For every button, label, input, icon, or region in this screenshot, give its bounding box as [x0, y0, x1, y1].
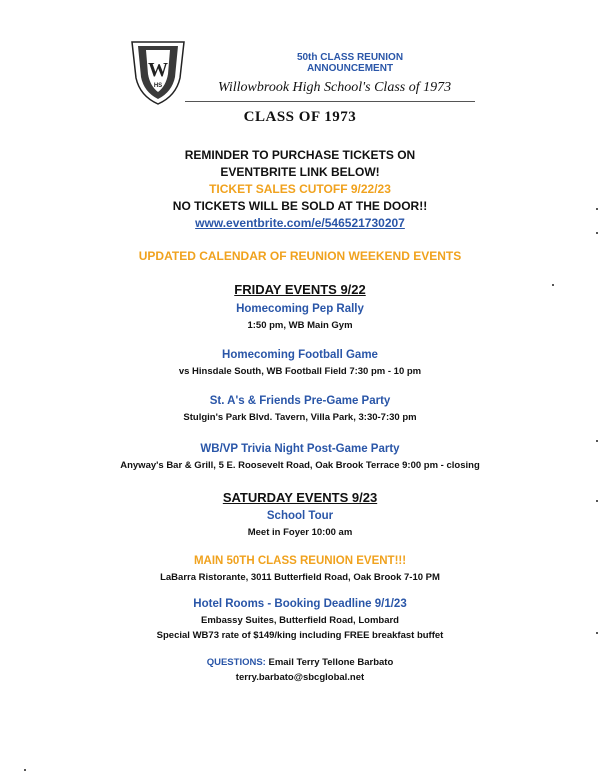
event-detail: LaBarra Ristorante, 3011 Butterfield Road, Oak Brook 7-10 PM — [160, 572, 440, 583]
school-logo — [128, 38, 188, 106]
no-door-sales: NO TICKETS WILL BE SOLD AT THE DOOR!! — [172, 199, 428, 213]
scan-speck — [596, 208, 598, 210]
scan-speck — [596, 440, 598, 442]
school-subtitle: Willowbrook High School's Class of 1973 — [218, 80, 452, 95]
questions-label: QUESTIONS: — [206, 657, 266, 668]
event-detail: Special WB73 rate of $149/king including FREE breakfast buffet — [156, 630, 444, 641]
questions-text: Email Terry Tellone Barbato — [268, 657, 394, 668]
header-divider — [185, 101, 475, 102]
reminder-block — [0, 147, 600, 232]
event-detail: Embassy Suites, Butterfield Road, Lombard — [201, 615, 399, 626]
event-detail: Meet in Foyer 10:00 am — [247, 527, 353, 538]
eventbrite-link[interactable]: www.eventbrite.com/e/546521730207 — [195, 216, 405, 230]
scan-speck — [596, 232, 598, 234]
scan-speck — [552, 284, 554, 286]
class-title: CLASS OF 1973 — [243, 109, 357, 125]
saturday-heading: SATURDAY EVENTS 9/23 — [222, 490, 378, 505]
announcement-header — [290, 52, 410, 74]
event-title: St. A's & Friends Pre-Game Party — [209, 395, 391, 407]
scan-speck — [24, 769, 26, 771]
event-title: MAIN 50TH CLASS REUNION EVENT!!! — [193, 555, 407, 567]
reminder-line-2: EVENTBRITE LINK BELOW! — [220, 165, 380, 179]
event-detail: Anyway's Bar & Grill, 5 E. Roosevelt Road, Oak Brook Terrace 9:00 pm - closing — [120, 460, 480, 471]
event-title: Homecoming Pep Rally — [236, 303, 364, 315]
questions-line — [0, 657, 600, 668]
updated-calendar-heading: UPDATED CALENDAR OF REUNION WEEKEND EVENTS — [138, 249, 462, 263]
logo-letter: W — [148, 59, 168, 81]
friday-heading: FRIDAY EVENTS 9/22 — [234, 282, 366, 297]
questions-email[interactable]: terry.barbato@sbcglobal.net — [235, 672, 365, 683]
logo-small-text: HS — [153, 83, 163, 89]
reminder-line-1: REMINDER TO PURCHASE TICKETS ON — [184, 148, 416, 162]
event-title: WB/VP Trivia Night Post-Game Party — [200, 443, 400, 455]
event-title: Homecoming Football Game — [222, 349, 378, 361]
event-detail: 1:50 pm, WB Main Gym — [247, 320, 353, 331]
event-detail: vs Hinsdale South, WB Football Field 7:30 pm - 10 pm — [178, 366, 422, 377]
scan-speck — [596, 632, 598, 634]
announcement-line-2: ANNOUNCEMENT — [306, 63, 394, 74]
event-detail: Stulgin's Park Blvd. Tavern, Villa Park, 3:30-7:30 pm — [183, 412, 417, 423]
announcement-line-1: 50th CLASS REUNION — [296, 52, 404, 63]
scan-speck — [596, 500, 598, 502]
event-title: School Tour — [266, 510, 334, 522]
event-title: Hotel Rooms - Booking Deadline 9/1/23 — [193, 598, 407, 610]
ticket-cutoff: TICKET SALES CUTOFF 9/22/23 — [209, 182, 391, 196]
